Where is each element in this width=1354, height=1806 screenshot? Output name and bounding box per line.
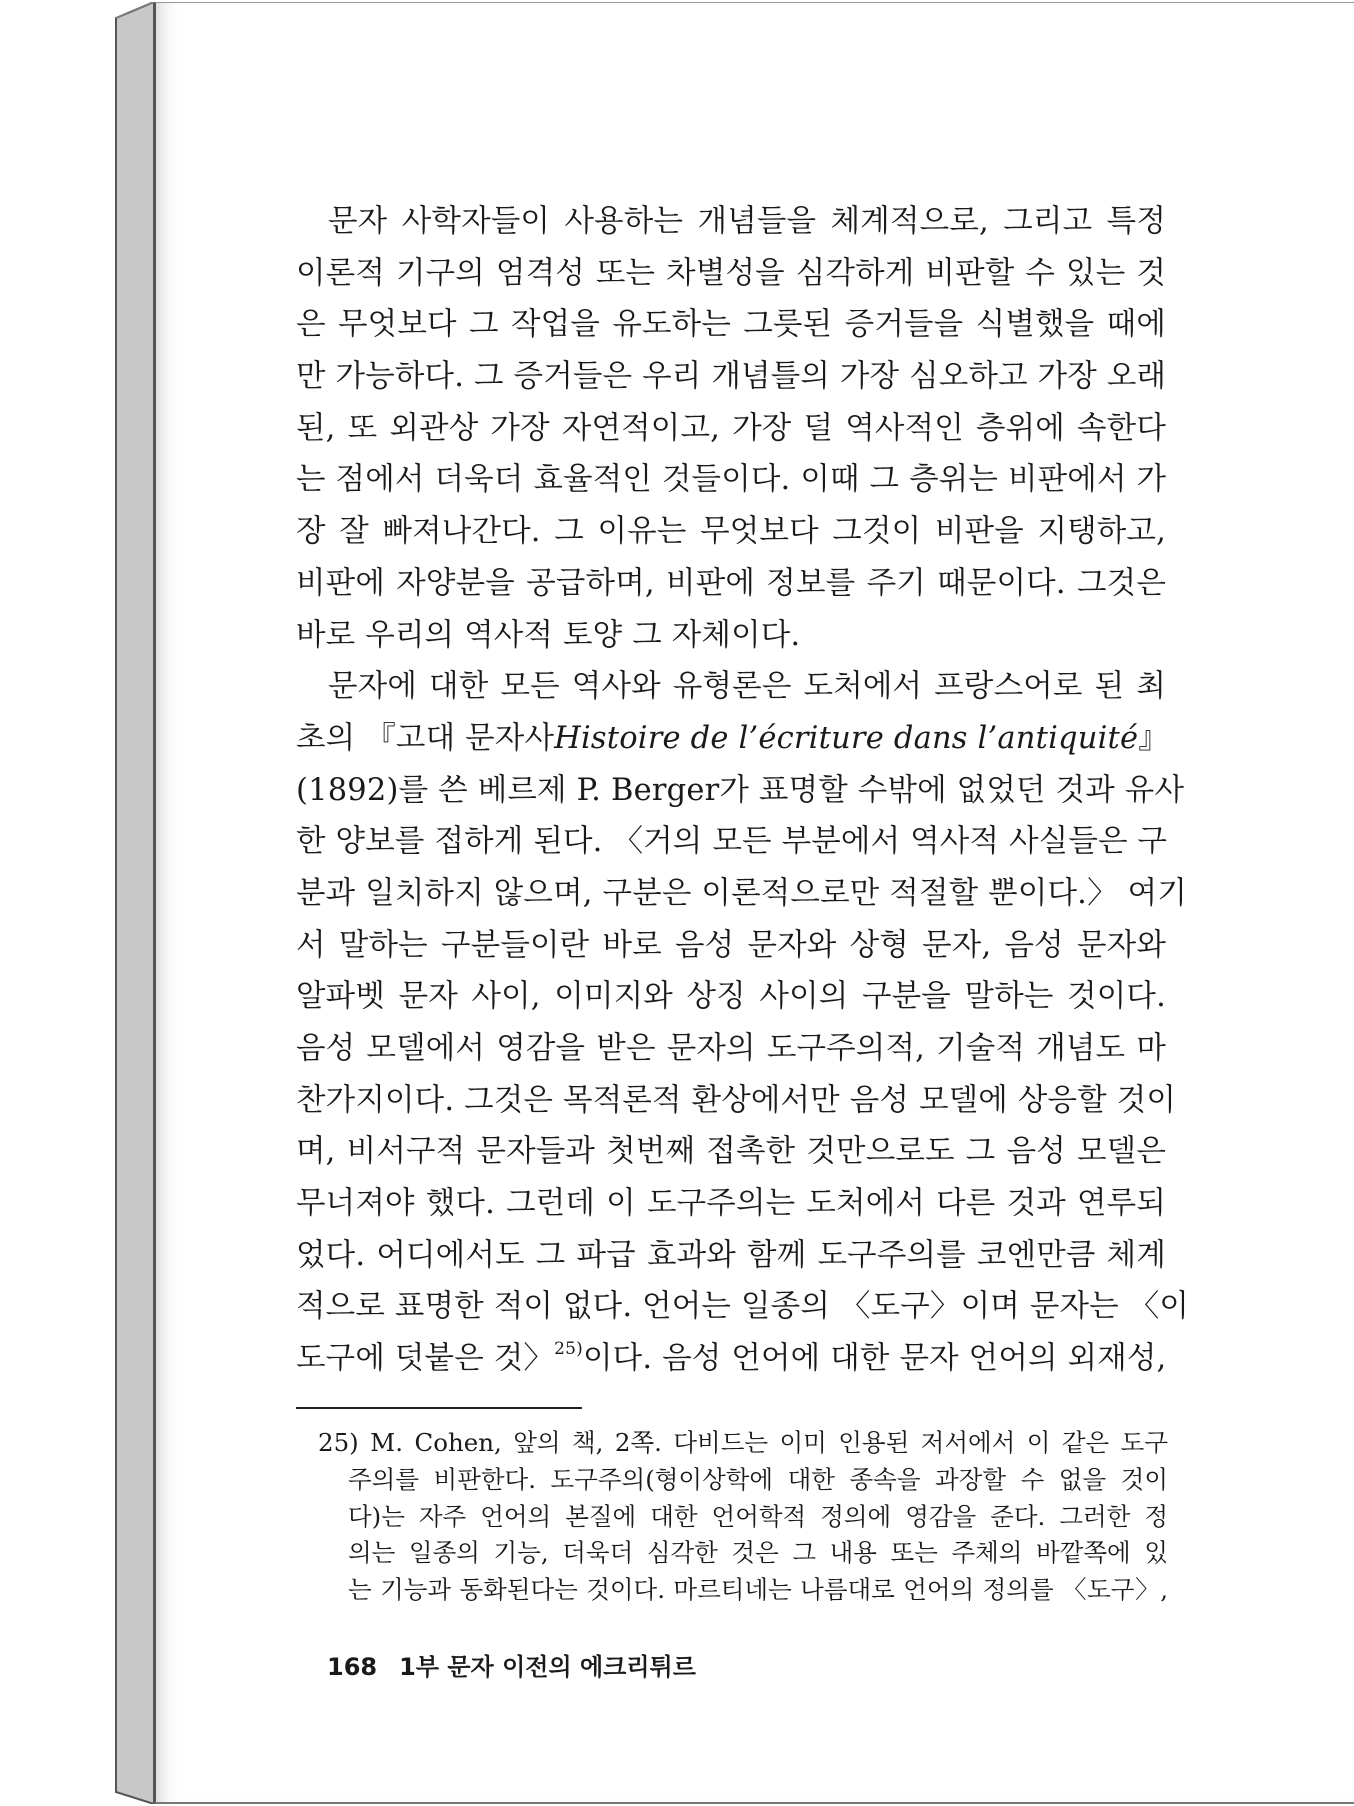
text-line: 한 양보를 접하게 된다. 〈거의 모든 부분에서 역사적 사실들은 구 [296,824,1168,860]
text-line: 분과 일치하지 않으며, 구분은 이론적으로만 적절할 뿐이다.〉 여기 [296,875,1187,911]
text-line: 서 말하는 구분들이란 바로 음성 문자와 상형 문자, 음성 문자와 [296,927,1166,963]
page-footer [327,1651,696,1683]
footnote-line: 25) M. Cohen, 앞의 책, 2쪽. 다비드는 이미 인용된 저서에서 이 같은 도구 [318,1428,1168,1457]
footnote [318,1425,1168,1609]
text-line: 적으로 표명한 적이 없다. 언어는 일종의 〈도구〉이며 문자는 〈이 [296,1289,1190,1325]
footnote-line: 다)는 자주 언어의 본질에 대한 언어학적 정의에 영감을 준다. 그러한 정 [348,1501,1168,1531]
text-line: 문자 사학자들이 사용하는 개념들을 체계적으로, 그리고 특정 [328,204,1166,239]
text-line: 었다. 어디에서도 그 파급 효과와 함께 도구주의를 코엔만큼 체계 [296,1237,1166,1273]
footnote-line: 주의를 비판한다. 도구주의(형이상학에 대한 종속을 과장할 수 없을 것이 [348,1464,1168,1494]
book-title-italic: Histoire de l’écriture dans l’antiquité [554,720,1139,756]
text-line-mixed [296,1333,1166,1385]
text-fragment: 이다. 음성 언어에 대한 문자 언어의 외재성, [583,1341,1167,1377]
text-line: (1892)를 쓴 베르제 P. Berger가 표명할 수밖에 없었던 것과 유사 [296,772,1185,808]
text-line: 만 가능하다. 그 증거들은 우리 개념틀의 가장 심오하고 가장 오래 [296,359,1167,395]
text-line: 며, 비서구적 문자들과 첫번째 접촉한 것만으로도 그 음성 모델은 [296,1134,1166,1170]
text-line: 알파벳 문자 사이, 이미지와 상징 사이의 구분을 말하는 것이다. [296,979,1166,1015]
footnote-divider [296,1407,582,1409]
text-line-mixed [296,713,1169,765]
page-number: 168 [327,1653,378,1681]
text-line: 는 점에서 더욱더 효율적인 것들이다. 이때 그 층위는 비판에서 가 [296,462,1167,498]
book-spine [112,2,156,1804]
text-fragment: 초의 『고대 문자사 [296,720,555,756]
text-line: 음성 모델에서 영감을 받은 문자의 도구주의적, 기술적 개념도 마 [296,1031,1166,1066]
footnote-line: 는 기능과 동화된다는 것이다. 마르티네는 나름대로 언어의 정의를 〈도구〉, [348,1575,1168,1605]
text-line: 된, 또 외관상 가장 자연적이고, 가장 덜 역사적인 층위에 속한다 [296,410,1166,446]
text-line: 바로 우리의 역사적 토양 그 자체이다. [296,617,801,653]
text-line: 문자에 대한 모든 역사와 유형론은 도처에서 프랑스어로 된 최 [328,669,1166,705]
text-line: 비판에 자양분을 공급하며, 비판에 정보를 주기 때문이다. 그것은 [296,565,1166,601]
text-line: 은 무엇보다 그 작업을 유도하는 그릇된 증거들을 식별했을 때에 [296,307,1166,343]
text-fragment: 도구에 덧붙은 것〉 [296,1341,555,1377]
text-line: 찬가지이다. 그것은 목적론적 환상에서만 음성 모델에 상응할 것이 [296,1082,1177,1118]
text-line: 이론적 기구의 엄격성 또는 차별성을 심각하게 비판할 수 있는 것 [296,255,1166,291]
text-line: 무너져야 했다. 그런데 이 도구주의는 도처에서 다른 것과 연루되 [296,1186,1166,1222]
footnote-line: 의는 일종의 기능, 더욱더 심각한 것은 그 내용 또는 주체의 바깥쪽에 있 [348,1538,1168,1568]
text-line: 장 잘 빠져나간다. 그 이유는 무엇보다 그것이 비판을 지탱하고, [296,514,1166,550]
footnote-reference[interactable]: 25) [554,1339,584,1360]
text-fragment: 』 [1138,720,1169,756]
running-title: 1부 문자 이전의 에크리튀르 [399,1653,696,1681]
main-text [296,196,1190,1385]
